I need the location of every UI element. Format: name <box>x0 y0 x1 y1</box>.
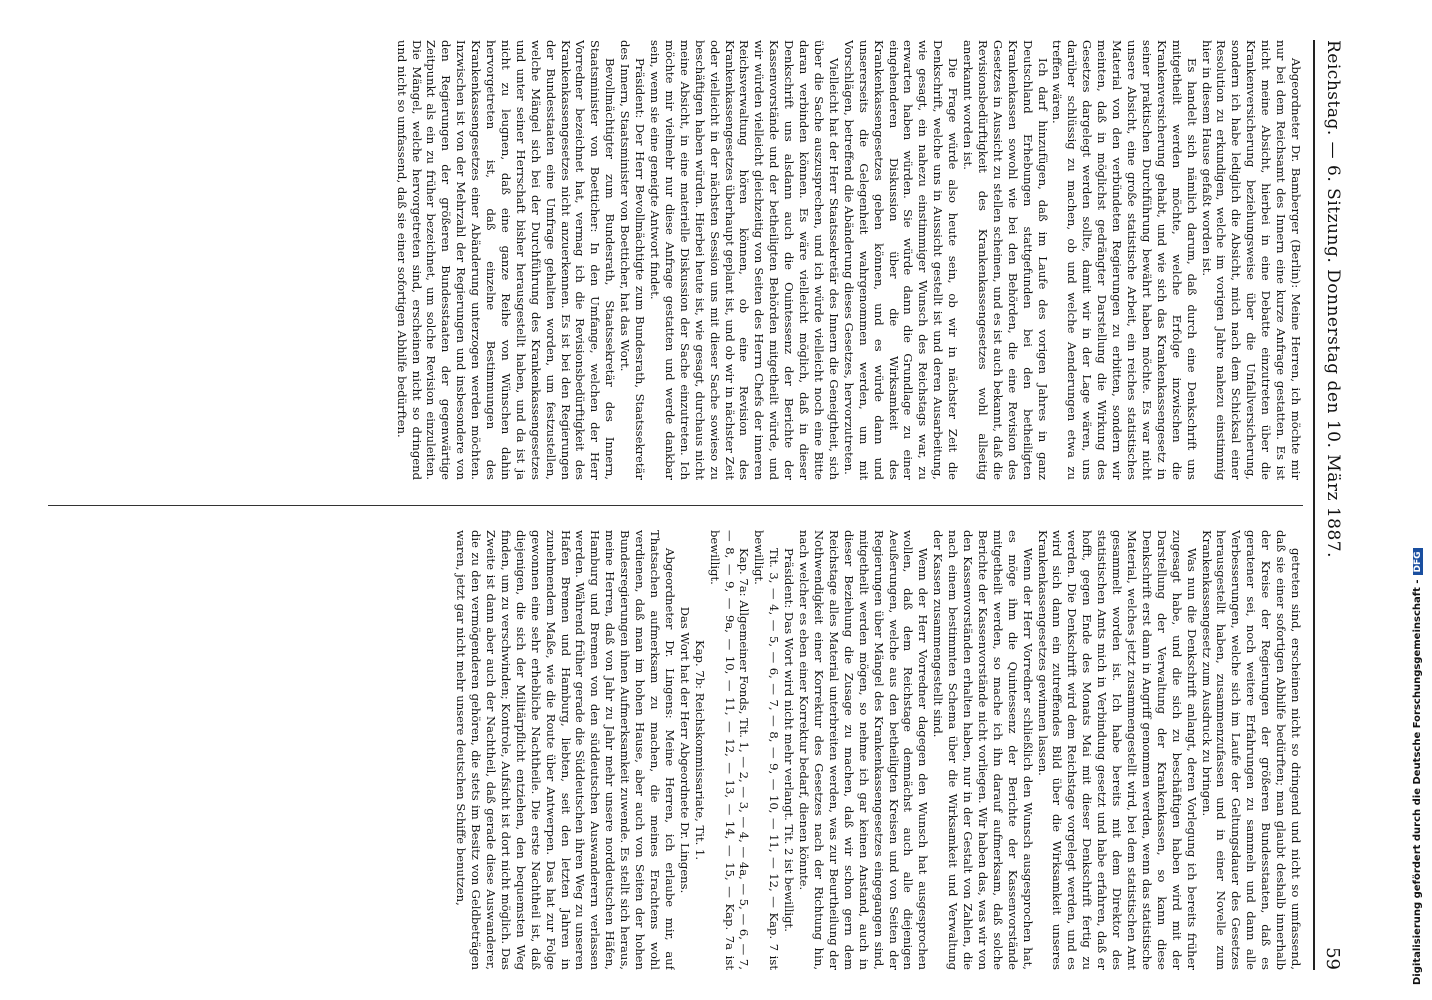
paragraph: Wenn der Herr Vorredner schließlich den Wunsch ausgesprochen hat, es möge ihm die Quintessenz der Berichte der Kassenvorstände mitgetheilt werden, so mache ich ihn darauf aufmerksam, daß solche Berichte der Kassenvorstände nicht vorliegen. Wir haben das, was wir von den Kassenvorständen erhalten haben, nur in der Gestalt von Zahlen, die nach einem bestimmten Schema über die Wirksamkeit und Verwaltung der Kassen zusammengestellt sind. <box>931 530 1035 970</box>
paragraph: Kap. 7b: Reichskommissariate, Tit. 1. <box>692 639 707 861</box>
paragraph: Abgeordneter Dr. Lingens: Meine Herren, ich erlaube mir, auf Thatsachen aufmerksam zu machen, die meines Erachtens wohl verdienen, daß man im hohen Hause, aber auch von Seiten der hohen Bundesregierungen ihnen Aufmerksamkeit zuwende. Es stellt sich heraus, meine Herren, daß von Jahr zu Jahr mehr unsere norddeutschen Häfen, Hamburg und Bremen von den süddeutschen Auswanderern verlassen werden. Während früher gerade die Süddeutschen ihren Weg zu unseren Hafen Bremen und Hamburg, liebten, seit den letzten Jahren in zunehmendem Maße, wie die Route über Antwerpen. Das hat zur Folge gewonnen eine sehr erhebliche Nachtheile. Die erste Nachtheil ist, daß diejenigen, die sich der Militärpflicht entziehen, den bequemsten Weg finden, um zu verschwinden; Kontrole, Aufsicht ist dort nicht möglich. Das Zweite ist dann aber auch der Nachtheil, daß gerade diese Auswanderer, die zu den vermögenderen gehören, die stets im Besitz von Geldbeträgen waren, jetzt gar nicht mehr unsere deutschen Schiffe benutzen, <box>454 530 677 970</box>
column-divider <box>48 505 1303 506</box>
paragraph: Abgeordneter Dr. Bamberger (Berlin): Meine Herren, ich möchte mir nur bei dem Reichsamt des Innern eine kurze Anfrage gestatten. Es ist nicht meine Absicht, hierbei in eine Debatte einzutreten über die Krankenversicherung beziehungsweise über die Unfallversicherung, sondern ich habe lediglich die Absicht, mich nach dem Schicksal einer Resolution zu erkundigen, welche im vorigen Jahre nahezu einstimmig hier in diesem Hause gefaßt worden ist. <box>1199 40 1303 480</box>
page-number: 59 <box>1322 947 1343 970</box>
paragraph: Das Wort hat der Herr Abgeordnete Dr. Lingens. <box>677 606 692 894</box>
paragraph: Tit. 3, — 4, — 5, — 6, — 7, — 8, — 9, — 10, — 11, — 12, — Kap. 7 ist bewilligt. <box>752 530 782 970</box>
credit-text: Digitalisierung gefördert durch die Deutsche Forschungsgemeinschaft - <box>1412 579 1423 985</box>
running-title: Reichstag. — 6. Sitzung. Donnerstag den 10. März 1887. <box>1323 40 1343 558</box>
paragraph: Ich darf hinzufügen, daß im Laufe des vorigen Jahres in ganz Deutschland Erhebungen stattgefunden bei den betheiligten Krankenkassen sowohl wie bei den Behörden, die eine Revision des Gesetzes in Aussicht zu stellen scheinen, und es ist auch bekannt, daß die Revisionsbedürftigkeit des Krankenkassengesetzes wohl allseitig anerkannt worden ist. <box>961 40 1050 480</box>
sidebar-credit <box>1410 20 1430 990</box>
paragraph: Die Frage würde also heute sein, ob wir in nächster Zeit die Denkschrift, welche uns in Aussicht gestellt ist und deren Ausarbeitung, wie gesagt, ein nahezu einstimmiger Wunsch des Reichstags war, zu erwarten haben würden. Sie würde dann die Grundlage zu einer eingehenderen Diskussion über die Wirksamkeit des Krankenkassengesetzes geben können, und es würde dann und unsererseits die Gelegenheit wahrgenommen werden, um mit Vorschlägen, betreffend die Abänderung dieses Gesetzes, hervorzutreten. <box>841 40 961 480</box>
text-column-right <box>43 530 1303 970</box>
paragraph: Vielleicht hat der Herr Staatssekretär des Innern die Geneigtheit, sich über die Sache auszusprechen, und ich würde vielleicht noch eine Bitte daran verbinden können. Es wäre vielleicht möglich, daß in dieser Denkschrift uns alsdann auch die Ouintessenz der Berichte der Kassenvorstände und der betheiligten Behörden mitgetheilt würde, und wir würden vielleicht gleichzeitig von Seiten des Herrn Chefs der inneren Reichsverwaltung hören können, ob eine Revision des Krankenkassengesetzes überhaupt geplant ist, und ob wir in nächster Zeit oder vielleicht in der nächsten Session uns mit dieser Sache sowieso zu beschäftigen haben würden. Hierbei heute ist, wie gesagt, durchaus nicht meine Absicht, in eine materielle Diskussion der Sache einzutreten. Ich möchte mir vielmehr nur diese Anfrage gestatten und werde dankbar sein, wenn sie eine geneigte Antwort findet. <box>648 40 841 480</box>
paragraph: Bevollmächtigter zum Bundesrath, Staatssekretär des Innern, Staatsminister von Boetticher: In den Umfange, welchen der Herr Vorredner bezeichnet hat, vermag ich die Revisionsbedürftigkeit des Krankenkassengesetzes nicht anzuerkennen. Es ist bei den Regierungen der Bundesstaaten eine Umfrage gehalten worden, um festzustellen, welche Mängel sich bei der Durchführung des Krankenkassengesetzes und unter seiner Herrschaft bisher herausgestellt haben, und da ist ja nicht zu leugnen, daß eine ganze Reihe von Wünschen dahin hervorgetreten ist, daß einzelne Bestimmungen des Krankenkassengesetzes einer Abänderung unterzogen werden möchten. Inzwischen ist von der Mehrzahl der Regierungen und insbesondere von den Regierungen der größeren Bundesstaaten der gegenwärtige Zeitpunkt als ein zu früher bezeichnet, um solche Revision einzuleiten. Die Mängel, welche hervorgetreten sind, erscheinen nicht so dringend und nicht so umfassend, daß sie einer sofortigen Abhilfe bedürften. <box>394 40 618 480</box>
paragraph: Was nun die Denkschrift anlangt, deren Vorlegung ich bereits früher zugesagt habe, und die sich zu beschäftigen haben wird mit der Darstellung der Verwaltung der Krankenkassen, so kann diese Denkschrift erst dann in Angriff genommen werden, wenn das statistische Material, welches jetzt zusammengestellt wird, bei dem statistischen Amt gesammelt worden ist. Ich habe bereits mit dem Direktor des statistischen Amts mich in Verbindung gesetzt und habe erfahren, daß er hofft, gegen Ende des Monats Mai mit dieser Denkschrift fertig zu werden. Die Denkschrift wird dem Reichstage vorgelegt werden, und es wird sich dann ein zutreffendes Bild über die Wirksamkeit unseres Krankenkassengesetzes gewinnen lassen. <box>1035 530 1199 970</box>
credit-line <box>1412 548 1423 985</box>
dfg-logo: DFG <box>1413 548 1423 575</box>
paragraph: Wenn der Herr Vorredner dagegen den Wunsch hat ausgesprochen wollen, daß dem Reichstage demnächst auch alle diejenigen Aeußerungen, welche aus den betheiligten Kreisen und von Seiten der Regierungen über Mängel des Krankenkassengesetzes eingegangen sind, mitgetheilt werden mögen, so nehme ich gar keinen Anstand, auch in dieser Beziehung die Zusage zu machen, daß wir schon gern dem Reichstage alles Material unterbreiten werden, was zur Beurtheilung der Nothwendigkeit einer Korrektur des Gesetzes nach der Richtung hin, nach welcher es eben einer Korrektur bedarf, dienen könnte. <box>797 530 931 970</box>
paragraph: Präsident: Der Herr Bevollmächtigte zum Bundesrath, Staatssekretär des Innern, Staatsminister von Boetticher, hat das Wort. <box>618 40 648 480</box>
paragraph: Kap. 7a: Allgemeiner Fonds, Tit. 1, — 2, — 3, — 4, — 4a, — 5, — 6, — 7, — 8, — 9, — 9a, — 10, — 11, — 12, — 13, — 14, — 15, — Kap. 7a ist bewilligt. <box>707 530 752 970</box>
paragraph: Präsident: Das Wort wird nicht mehr verlangt. Tit. 2 ist bewilligt. <box>782 548 797 932</box>
header-rule <box>1313 40 1315 970</box>
paragraph: Es handelt sich nämlich darum, daß durch eine Denkschrift uns mitgetheilt werden möchte, welche Erfolge inzwischen die Krankenversicherung gehabt, und wie sich das Krankenkassengesetz in seiner praktischen Durchführung bewährt haben möchte. Es war nicht unsere Absicht, eine große statistische Arbeit, ein reiches statistisches Material von den verbündeten Regierungen zu erbitten, sondern wir meinten, daß in möglichst gedrängter Darstellung die Wirkung des Gesetzes dargelegt werden sollte, damit wir in der Lage wären, uns darüber schlüssig zu machen, ob und welche Aenderungen etwa zu treffen wären. <box>1050 40 1199 480</box>
paragraph: getreten sind, erscheinen nicht so dringend und nicht so umfassend, daß sie einer sofortigen Abhilfe bedürften; man glaubt deshalb innerhalb der Kreise der Regierungen der größeren Bundesstaaten, daß es geratener sei, noch weitere Erfahrungen zu sammeln und dann alle Verbesserungen, welche sich im Laufe der Geltungsdauer des Gesetzes herausgestellt haben, zusammenzufassen und in einer Novelle zum Krankenkassengesetz zum Ausdruck zu bringen. <box>1199 530 1303 970</box>
text-column-left <box>43 40 1303 480</box>
running-header <box>1317 40 1343 970</box>
